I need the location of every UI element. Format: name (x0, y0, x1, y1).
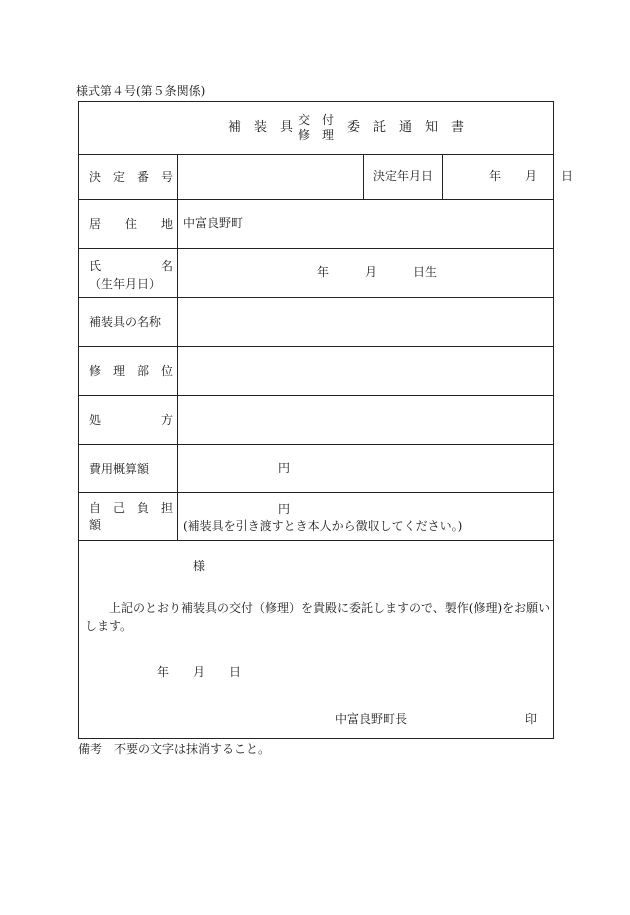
title-option-stack (298, 113, 334, 143)
notice-form-table (78, 101, 574, 739)
seal-mark: 印 (525, 712, 538, 726)
repair-part-label: 修 理 部 位 (89, 364, 174, 378)
name-label: 氏 名 (89, 259, 174, 273)
title-option-issue: 交 付 (298, 113, 335, 127)
address-label: 居 住 地 (89, 217, 174, 231)
prescription-label: 処 方 (89, 413, 174, 427)
row-divider (79, 540, 553, 541)
row-divider (79, 248, 553, 249)
self-pay-note: (補装具を引き渡すとき本人から徴収してください。) (183, 519, 463, 533)
decision-date-label: 決定年月日 (373, 169, 434, 183)
birth-date-label: （生年月日） (89, 277, 162, 291)
form-number-header: 様式第４号(第５条関係) (76, 84, 206, 98)
issuer-name: 中富良野町長 (335, 712, 408, 726)
column-divider (442, 154, 443, 199)
self-pay-label: 自 己 負 担 額 (89, 501, 186, 532)
device-name-label: 補装具の名称 (89, 315, 162, 329)
commission-message: 上記のとおり補装具の交付（修理）を貴殿に委託しますので、製作(修理)をお願いします。 (85, 601, 551, 633)
estimated-cost-unit: 円 (278, 461, 291, 475)
decision-date-value: 年 月 日 (489, 169, 574, 183)
form-title (79, 102, 553, 154)
estimated-cost-label: 費用概算額 (89, 461, 150, 476)
column-divider (177, 154, 178, 540)
issue-date: 年 月 日 (157, 665, 242, 679)
decision-number-label: 決 定 番 号 (89, 170, 174, 184)
address-value: 中富良野町 (183, 216, 244, 230)
title-part-notice: 委 託 通 知 書 (347, 120, 465, 135)
addressee-suffix: 様 (193, 559, 206, 573)
title-option-repair: 修 理 (298, 128, 335, 142)
title-part-device: 補 装 具 (228, 120, 294, 135)
column-divider (363, 154, 364, 199)
self-pay-unit: 円 (278, 502, 291, 516)
birth-date-value: 年 月 日生 (317, 265, 438, 279)
remarks-note: 備考 不要の文字は抹消すること。 (78, 742, 271, 756)
